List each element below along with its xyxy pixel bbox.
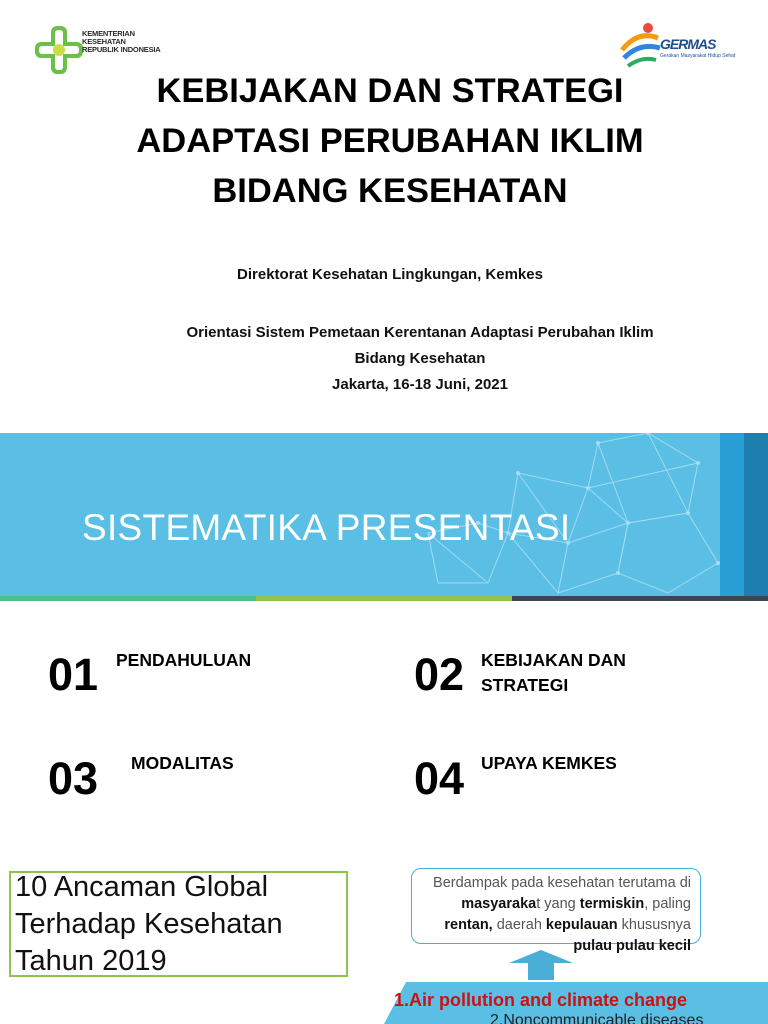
agenda-number: 01 bbox=[48, 649, 99, 700]
banner-accent-bar bbox=[720, 433, 744, 596]
stripe-dark bbox=[512, 596, 768, 601]
kemenkes-logo-text: KEMENTERIAN KESEHATAN REPUBLIK INDONESIA bbox=[82, 29, 161, 54]
title-line: ADAPTASI PERUBAHAN IKLIM bbox=[136, 122, 644, 160]
threat-item-2: 2.Noncommunicable diseases bbox=[490, 1012, 704, 1024]
agenda-item-label: STRATEGI bbox=[481, 675, 569, 695]
global-threats-heading-box bbox=[9, 871, 348, 977]
heading-line: Tahun 2019 bbox=[15, 945, 167, 977]
event-date: Jakarta, 16-18 Juni, 2021 bbox=[332, 376, 508, 393]
agenda-item-upaya bbox=[481, 751, 617, 776]
germas-logo-text: GERMAS bbox=[660, 36, 716, 52]
agenda-number: 04 bbox=[414, 753, 465, 804]
impact-line: pulau pulau kecil bbox=[573, 938, 691, 954]
global-threats-heading bbox=[15, 869, 345, 980]
presentation-title bbox=[60, 66, 720, 216]
agenda-title: SISTEMATIKA PRESENTASI bbox=[82, 507, 571, 548]
agenda-item-kebijakan bbox=[481, 648, 626, 698]
agenda-item-pendahuluan bbox=[116, 648, 251, 673]
title-line: BIDANG KESEHATAN bbox=[212, 172, 568, 210]
banner-accent-bar-dark bbox=[744, 433, 768, 596]
agenda-number: 03 bbox=[48, 753, 99, 804]
heading-line: 10 Ancaman Global bbox=[15, 871, 269, 903]
event-line: Orientasi Sistem Pemetaan Kerentanan Adaptasi Perubahan Iklim bbox=[186, 324, 654, 341]
agenda-item-label: PENDAHULUAN bbox=[116, 650, 252, 670]
agenda-item-label: KEBIJAKAN DAN bbox=[481, 650, 626, 670]
heading-line: Terhadap Kesehatan bbox=[15, 908, 283, 940]
stripe-lime bbox=[256, 596, 512, 601]
agenda-item-modalitas bbox=[131, 751, 234, 776]
threat-item-1: 1.Air pollution and climate change bbox=[394, 990, 688, 1010]
impact-line: Berdampak pada kesehatan terutama di bbox=[433, 875, 691, 891]
stripe-green bbox=[0, 596, 256, 601]
agenda-item-label: UPAYA KEMKES bbox=[481, 753, 617, 773]
agenda-banner bbox=[0, 433, 768, 596]
agenda-item-label: MODALITAS bbox=[131, 753, 234, 773]
title-line: KEBIJAKAN DAN STRATEGI bbox=[156, 72, 624, 110]
impact-line: rentan, daerah kepulauan khususnya bbox=[444, 917, 691, 933]
impact-callout bbox=[411, 868, 701, 954]
event-line: Bidang Kesehatan bbox=[354, 350, 486, 367]
germas-tagline: Gerakan Masyarakat Hidup Sehat bbox=[660, 53, 736, 59]
threat-list-box bbox=[384, 982, 768, 1024]
presenter-directorate: Direktorat Kesehatan Lingkungan, Kemkes bbox=[237, 266, 543, 283]
impact-line: masyarakat yang termiskin, paling bbox=[461, 896, 691, 912]
up-arrow-icon bbox=[507, 950, 575, 980]
event-info bbox=[80, 320, 760, 398]
agenda-number: 02 bbox=[414, 649, 465, 700]
